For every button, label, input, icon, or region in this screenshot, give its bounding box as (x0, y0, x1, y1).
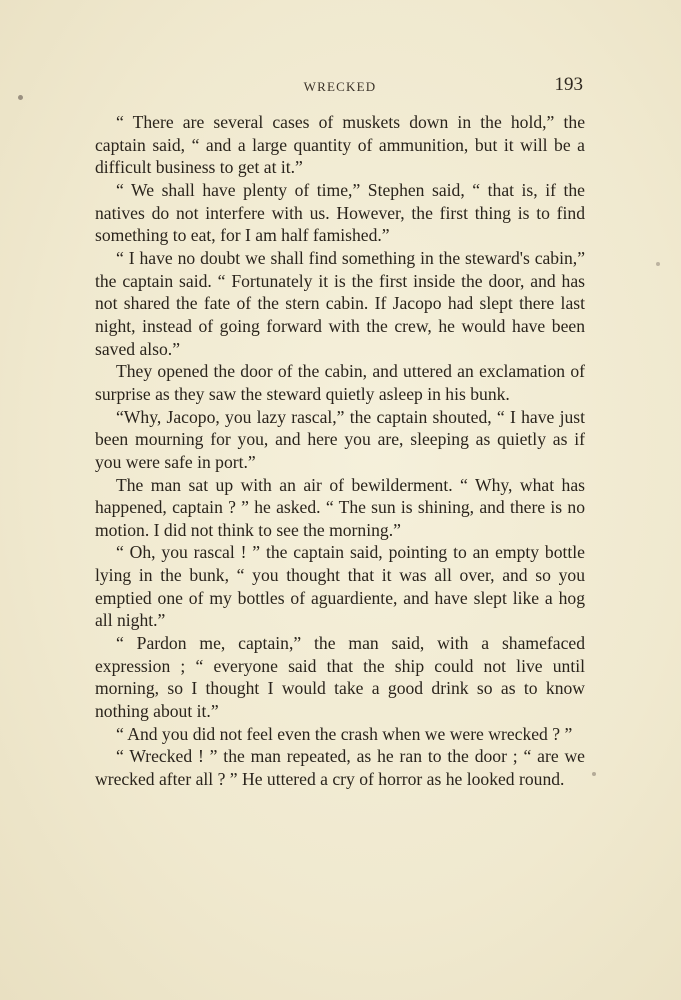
page-number: 193 (554, 74, 583, 95)
paper-blemish (18, 95, 23, 100)
paper-blemish (656, 262, 660, 266)
paragraph: “ Oh, you rascal ! ” the captain said, pointing to an empty bottle lying in the bunk, “ you thought that it was all over, and so you emptied one of my bottles of aguardiente, and have slept like a hog all night.” (95, 542, 585, 631)
body-text (95, 111, 585, 791)
paper-blemish (592, 772, 596, 776)
paragraph: They opened the door of the cabin, and uttered an exclamation of surprise as they saw the steward quietly asleep in his bunk. (95, 361, 585, 404)
paragraph: The man sat up with an air of bewilderment. “ Why, what has happened, captain ? ” he asked. “ The sun is shining, and there is no motion. I did not think to see the morning.” (95, 474, 585, 540)
paragraph: “ And you did not feel even the crash when we were wrecked ? ” (116, 723, 573, 744)
paragraph: “ There are several cases of muskets down in the hold,” the captain said, “ and a large quantity of ammunition, but it will be a difficult business to get at it.” (95, 112, 585, 178)
paragraph: “ We shall have plenty of time,” Stephen said, “ that is, if the natives do not interfere with us. However, the first thing is to find something to eat, for I am half famished.” (95, 179, 585, 246)
paragraph: “ Pardon me, captain,” the man said, with a shamefaced expression ; “ everyone said that the ship could not live until morning, so I thought I would take a good drink so as to know nothing about it.” (95, 633, 585, 722)
paragraph: “Why, Jacopo, you lazy rascal,” the captain shouted, “ I have just been mourning for you, and here you are, sleeping as quietly as if you were safe in port.” (95, 406, 585, 472)
running-header (95, 74, 585, 98)
paragraph: “ I have no doubt we shall find something in the steward's cabin,” the captain said. “ Fortunately it is the first inside the door, and has not shared the fate of the stern cabin. If Jacopo had slept there last night, instead of going forward with the crew, he would have been saved also.” (95, 247, 585, 359)
paragraph: “ Wrecked ! ” the man repeated, as he ran to the door ; “ are we wrecked after all ? ” He uttered a cry of horror as he looked round. (95, 746, 585, 790)
running-title: WRECKED (303, 79, 377, 94)
